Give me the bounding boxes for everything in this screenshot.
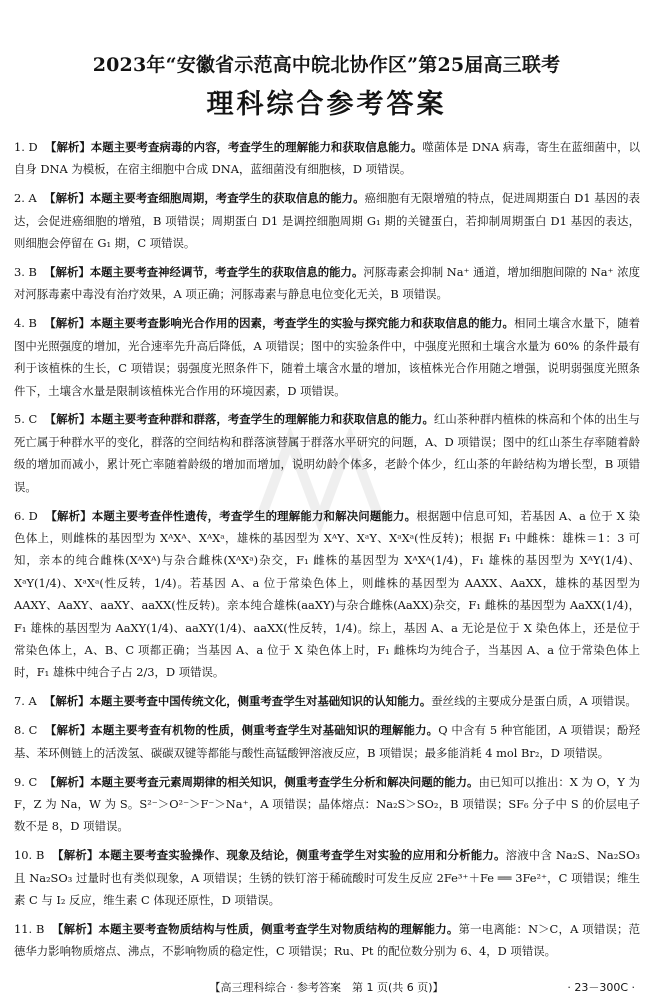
- answer-item-9: [14, 771, 644, 838]
- item-body: 第一电离能：N＞C，A 项错误；范德华力影响物质熔点、沸点，不影响物质的稳定性，C 项错误；Ru、Pt 的配位数分别为 6、4，D 项错误。: [14, 922, 640, 959]
- item-number: 2. A: [14, 191, 37, 206]
- item-body: 蚕丝线的主要成分是蛋白质，A 项错误。: [431, 694, 637, 709]
- item-body: 根据题中信息可知，若基因 A、a 位于 X 染色体上，则雌株的基因型为 XᴬXᴬ、XᴬXᵃ，雄株的基因型为 XᴬY、XᵃY、XᵃXᵃ(性反转)；根据 F₁ 中雌株：雄株＝1：3 可知，亲本的纯合雌株(XᴬXᴬ)与杂合雌株(XᴬXᵃ)杂交，F₁ 雌株的基因型为 XᴬXᴬ(1/4)，F₁ 雄株的基因型为 XᴬY(1/4)、XᵃY(1/4)、XᵃXᵃ(性反转，1/4)。若基因 A、a 位于常染色体上，则雌株的基因型为 AAXX、AaXX，雄株的基因型为 AAXY、AaXY、aaXY、aaXX(性反转)。亲本纯合雄株(aaXY)与杂合雌株(AaXX)杂交，F₁ 雌株的基因型为 AaXX(1/4)，F₁ 雄株的基因型为 AaXY(1/4)、aaXY(1/4)、aaXX(性反转，1/4)。综上，基因 A、a 无论是位于 X 染色体上，还是位于常染色体上，A、B、C 项都正确；当基因 A、a 位于 X 染色体上时，F₁ 雌株均为纯合子，当基因 A、a 位于常染色体上时，F₁ 雄株中纯合子占 2/3，D 项错误。: [14, 508, 644, 680]
- item-lead: 本题主要考查神经调节，考查学生的获取信息的能力。: [89, 265, 364, 280]
- analysis-tag: 【解析】: [44, 774, 91, 789]
- analysis-tag: 【解析】: [43, 694, 90, 709]
- item-lead: 本题主要考查病毒的内容，考查学生的理解能力和获取信息能力。: [90, 140, 423, 154]
- answer-list: [14, 136, 644, 969]
- answer-item-5: [14, 408, 640, 498]
- answer-item-6: [14, 505, 644, 684]
- item-lead: 本题主要考查中国传统文化，侧重考查学生对基础知识的认知能力。: [89, 694, 432, 709]
- item-lead: 本题主要考查有机物的性质，侧重考查学生对基础知识的理解能力。: [91, 723, 439, 738]
- item-number: 10. B: [14, 848, 45, 863]
- answer-item-1: [14, 136, 640, 181]
- item-lead: 本题主要考查实验操作、现象及结论，侧重考查学生对实验的应用和分析能力。: [98, 848, 506, 863]
- item-body: Q 中含有 5 种官能团，A 项错误；酚羟基、苯环侧链上的活泼氢、碳碳双键等都能与酸性高锰酸钾溶液反应，B 项错误；最多能消耗 4 mol Br₂，D 项错误。: [14, 723, 640, 760]
- analysis-tag: 【解析】: [52, 922, 99, 936]
- item-number: 11. B: [14, 922, 45, 936]
- item-lead: 本题主要考查伴性遗传，考查学生的理解能力和解决问题能力。: [91, 508, 417, 523]
- footer-page-info: 【高三理科综合 · 参考答案 第 1 页(共 6 页)】: [209, 981, 444, 994]
- item-lead: 本题主要考查种群和群落，考查学生的理解能力和获取信息的能力。: [90, 412, 434, 427]
- item-body: 癌细胞有无限增殖的特点，促进周期蛋白 D1 基因的表达，会促进癌细胞的增殖，B 项错误；周期蛋白 D1 是调控细胞周期 G₁ 期的关键蛋白，若抑制周期蛋白 D1 基因的表达，则细胞会停留在 G₁ 期，C 项错误。: [14, 191, 640, 251]
- item-number: 5. C: [14, 412, 38, 427]
- item-lead: 本题主要考查物质结构与性质，侧重考查学生对物质结构的理解能力。: [98, 922, 459, 936]
- analysis-tag: 【解析】: [44, 723, 92, 738]
- footer-exam-code: · 23－300C ·: [567, 981, 635, 994]
- answer-item-4: [14, 312, 640, 402]
- item-number: 9. C: [14, 774, 38, 789]
- analysis-tag: 【解析】: [44, 191, 90, 206]
- answer-item-3: [14, 261, 640, 306]
- item-lead: 本题主要考查影响光合作用的因素，考查学生的实验与探究能力和获取信息的能力。: [90, 316, 515, 331]
- answer-item-7: [14, 690, 640, 712]
- item-body: 溶液中含 Na₂S、Na₂SO₃ 且 Na₂SO₃ 过量时也有类似现象，A 项错误；生锈的铁钉溶于稀硫酸时可发生反应 2Fe³⁺＋Fe ══ 3Fe²⁺，C 项错误；维生素 C 与 I₂ 反应，维生素 C 体现还原性，D 项错误。: [14, 848, 644, 908]
- item-number: 1. D: [14, 140, 38, 154]
- item-number: 6. D: [14, 508, 38, 523]
- item-number: 3. B: [14, 265, 37, 280]
- item-lead: 本题主要考查细胞周期，考查学生的获取信息的能力。: [89, 191, 365, 206]
- answer-item-11: [14, 918, 640, 963]
- item-body: 河豚毒素会抑制 Na⁺ 通道，增加细胞间隙的 Na⁺ 浓度对河豚毒素中毒没有治疗效果，A 项正确；河豚毒素与静息电位变化无关，B 项错误。: [14, 265, 640, 302]
- analysis-tag: 【解析】: [52, 848, 99, 863]
- answer-title: 理科综合参考答案: [206, 89, 447, 120]
- item-body: 噬菌体是 DNA 病毒，寄生在蓝细菌中，以自身 DNA 为模板，在宿主细胞中合成 DNA，蓝细菌没有细胞核，D 项错误。: [14, 140, 640, 177]
- item-body: 红山茶种群内植株的株高和个体的出生与死亡属于种群水平的变化，群落的空间结构和群落演替属于群落水平研究的问题，A、D 项错误；图中的红山茶生存率随着龄级的增加而减小，累计死亡率随着龄级的增加而增加，说明幼龄个体多，老龄个体少，红山茶的年龄结构为增长型，B 项错误。: [14, 412, 640, 494]
- answer-item-2: [14, 187, 640, 254]
- item-number: 7. A: [14, 694, 37, 709]
- analysis-tag: 【解析】: [45, 140, 91, 154]
- item-number: 4. B: [14, 316, 37, 331]
- answer-item-8: [14, 719, 640, 764]
- item-body: 由已知可以推出：X 为 O，Y 为 F，Z 为 Na，W 为 S。S²⁻＞O²⁻＞F⁻＞Na⁺，A 项错误；晶体熔点：Na₂S＞SO₂，B 项错误；SF₆ 分子中 S 的价层电子数不是 8，D 项错误。: [14, 774, 644, 834]
- analysis-tag: 【解析】: [44, 265, 90, 280]
- item-number: 8. C: [14, 723, 38, 738]
- item-lead: 本题主要考查元素周期律的相关知识，侧重考查学生分析和解决问题的能力。: [90, 774, 479, 789]
- analysis-tag: 【解析】: [44, 316, 91, 331]
- answer-item-10: [14, 844, 644, 911]
- exam-title: 2023年“安徽省示范高中皖北协作区”第25届高三联考: [92, 54, 561, 76]
- analysis-tag: 【解析】: [45, 508, 92, 523]
- item-body: 相同土壤含水量下，随着图中光照强度的增加，光合速率先升高后降低，A 项错误；图中的实验条件中，中强度光照和土壤含水量为 60% 的条件最有利于该植株的生长，C 项错误；弱强度光照条件下，随着土壤含水量的增加，该植株光合作用随之增强，说明弱强度光照条件下，土壤含水量是限制该植株光合作用的环境因素，D 项错误。: [14, 316, 640, 398]
- analysis-tag: 【解析】: [44, 412, 91, 427]
- page-footer: [0, 976, 653, 996]
